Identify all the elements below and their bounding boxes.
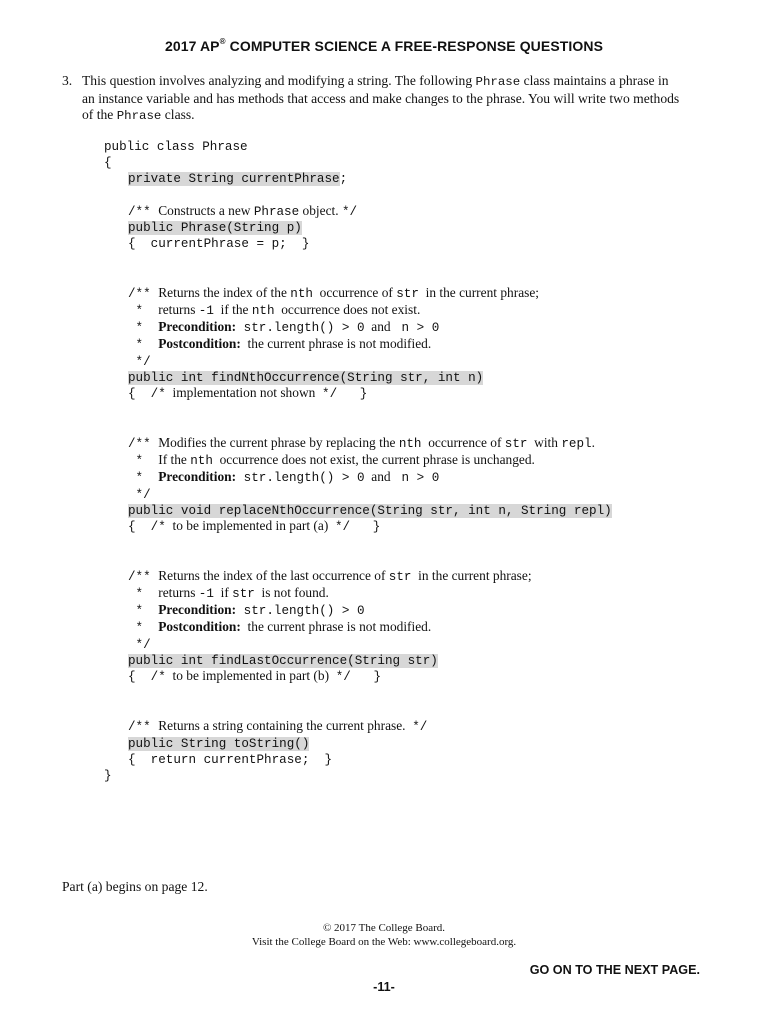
highlighted-signature: public int findLastOccurrence(String str)	[128, 654, 438, 668]
comment-text: Constructs a new	[158, 203, 254, 218]
find-last-body	[128, 668, 381, 684]
comment-text: is not found.	[254, 585, 329, 600]
copyright-line: © 2017 The College Board.	[322, 922, 446, 934]
highlighted-signature: public void replaceNthOccurrence(String str, int n, String repl)	[128, 504, 612, 518]
code-text: *	[128, 454, 159, 468]
find-last-comment-line-2	[128, 585, 329, 601]
class-open-brace	[104, 154, 112, 170]
code-text: n > 0	[393, 471, 440, 485]
code-text: str	[504, 437, 528, 451]
replace-nth-signature	[128, 502, 612, 518]
code-text: {	[104, 156, 112, 170]
to-string-comment	[128, 718, 427, 734]
find-last-precondition	[128, 602, 365, 618]
find-nth-comment-line-1	[128, 285, 539, 301]
replace-nth-precondition	[128, 469, 439, 485]
header-title-text: 2017 AP	[164, 38, 220, 54]
question-text-segment: class.	[161, 107, 195, 122]
find-last-comment-close	[128, 636, 151, 652]
comment-text: Returns the index of the last occurrence of	[158, 568, 389, 583]
header-title-text-rest: COMPUTER SCIENCE A FREE-RESPONSE QUESTIONS	[225, 38, 604, 54]
website-line: Visit the College Board on the Web: www.collegeboard.org.	[251, 936, 517, 948]
comment-text: occurrence does not exist, the current phrase is unchanged.	[212, 452, 535, 467]
comment-text: and	[364, 469, 394, 484]
code-text: *	[128, 304, 159, 318]
find-nth-signature	[128, 369, 483, 385]
code-text: /**	[128, 570, 159, 584]
code-term: Phrase	[116, 109, 162, 123]
question-intro	[62, 73, 702, 125]
registered-mark: ®	[219, 37, 226, 46]
replace-nth-comment-line-1	[128, 435, 595, 451]
replace-nth-comment-close	[128, 486, 151, 502]
comment-text: occurrence of	[421, 435, 505, 450]
code-text: *	[128, 338, 159, 352]
class-close-brace	[104, 767, 112, 783]
comment-label: Precondition:	[158, 319, 237, 334]
code-term: Phrase	[475, 75, 521, 89]
comment-text: the current phrase is not modified.	[240, 336, 432, 351]
comment-text: Returns a string containing the current phrase.	[158, 718, 413, 733]
question-line-1	[82, 73, 702, 91]
comment-label: Postcondition:	[158, 336, 241, 351]
code-text: nth	[190, 454, 213, 468]
highlighted-signature: public Phrase(String p)	[128, 221, 302, 235]
code-text: -1	[198, 587, 214, 601]
comment-label: Postcondition:	[158, 619, 241, 634]
code-text: str	[388, 570, 412, 584]
find-last-postcondition	[128, 619, 431, 635]
code-text: { currentPhrase = p; }	[128, 237, 310, 251]
code-text: Phrase	[253, 205, 300, 219]
code-text: /**	[128, 205, 159, 219]
code-text: ;	[339, 172, 348, 186]
code-text: *	[128, 587, 159, 601]
code-text: str	[396, 287, 419, 301]
question-line-2: an instance variable and has methods that access and make changes to the phrase. You will write two methods	[82, 90, 680, 106]
find-nth-precondition	[128, 319, 439, 335]
replace-nth-comment-line-2	[128, 452, 535, 468]
question-number: 3.	[62, 73, 73, 88]
comment-text: if	[213, 585, 233, 600]
code-text: */	[412, 720, 428, 734]
code-text: */	[128, 488, 151, 502]
code-text: */	[341, 205, 358, 219]
comment-text: implementation not shown	[165, 385, 323, 400]
code-text: *	[128, 621, 159, 635]
comment-text: the current phrase is not modified.	[240, 619, 432, 634]
comment-text: Modifies the current phrase by replacing the	[158, 435, 399, 450]
comment-text: to be implemented in part (a)	[165, 518, 335, 533]
comment-text: occurrence does not exist.	[274, 302, 421, 317]
comment-label: Precondition:	[158, 469, 237, 484]
code-text: /**	[128, 720, 159, 734]
code-text: n > 0	[393, 321, 440, 335]
class-declaration	[104, 138, 248, 154]
code-text: { return currentPhrase; }	[128, 753, 333, 767]
comment-text: to be implemented in part (b)	[165, 668, 336, 683]
code-text: str.length() > 0	[236, 321, 365, 335]
field-declaration	[128, 170, 347, 186]
constructor-comment	[128, 203, 357, 219]
code-text: *	[128, 471, 159, 485]
comment-text: .	[591, 435, 595, 450]
highlighted-signature: private String currentPhrase	[128, 172, 340, 186]
comment-text: occurrence of	[312, 285, 397, 300]
comment-text: object.	[299, 203, 342, 218]
code-text: nth	[290, 287, 313, 301]
comment-text: in the current phrase;	[418, 285, 540, 300]
comment-text: returns	[158, 585, 199, 600]
comment-text: returns	[158, 302, 199, 317]
comment-text: with	[527, 435, 562, 450]
replace-nth-body	[128, 518, 380, 534]
find-last-comment-line-1	[128, 568, 532, 584]
copyright-notice	[0, 921, 768, 949]
to-string-body	[128, 751, 332, 767]
code-text: str	[232, 587, 255, 601]
comment-label: Precondition:	[158, 602, 237, 617]
code-text: *	[128, 321, 159, 335]
page-number: -11-	[373, 980, 395, 994]
page-header-title	[0, 38, 768, 54]
comment-text: in the current phrase;	[411, 568, 532, 583]
part-a-note: Part (a) begins on page 12.	[62, 879, 208, 894]
question-text	[82, 73, 702, 125]
code-text: *	[128, 604, 159, 618]
code-text: */ }	[322, 387, 368, 401]
code-text: /**	[128, 287, 159, 301]
comment-text: Returns the index of the	[158, 285, 291, 300]
code-text: */ }	[335, 670, 382, 684]
highlighted-signature: public int findNthOccurrence(String str, int n)	[128, 371, 484, 385]
code-text: */	[128, 355, 151, 369]
code-text: str.length() > 0	[236, 471, 365, 485]
find-nth-comment-line-2	[128, 302, 420, 318]
comment-text: if the	[213, 302, 252, 317]
code-text: repl	[561, 437, 592, 451]
code-text: -1	[198, 304, 214, 318]
code-text: }	[104, 769, 112, 783]
code-text: public class Phrase	[104, 140, 248, 154]
constructor-body	[128, 235, 309, 251]
question-text-segment: class maintains a phrase in	[520, 73, 669, 88]
find-nth-comment-close	[128, 353, 151, 369]
find-nth-postcondition	[128, 336, 431, 352]
question-text-segment: This question involves analyzing and modifying a string. The following	[82, 73, 476, 88]
code-text: nth	[398, 437, 422, 451]
code-text: /**	[128, 437, 159, 451]
code-text: str.length() > 0	[236, 604, 365, 618]
code-text: { /*	[128, 670, 166, 684]
find-nth-body	[128, 385, 367, 401]
constructor-signature	[128, 219, 302, 235]
question-text-segment: of the	[82, 107, 117, 122]
to-string-signature	[128, 735, 309, 751]
code-text: { /*	[128, 387, 166, 401]
find-last-signature	[128, 652, 438, 668]
question-line-3	[82, 107, 702, 125]
code-text: */	[128, 638, 151, 652]
comment-text: and	[364, 319, 394, 334]
code-text: nth	[251, 304, 275, 318]
go-on-next-page: GO ON TO THE NEXT PAGE.	[529, 963, 700, 977]
highlighted-signature: public String toString()	[128, 737, 310, 751]
comment-text: If the	[158, 452, 191, 467]
code-text: */ }	[335, 520, 381, 534]
code-text: { /*	[128, 520, 166, 534]
